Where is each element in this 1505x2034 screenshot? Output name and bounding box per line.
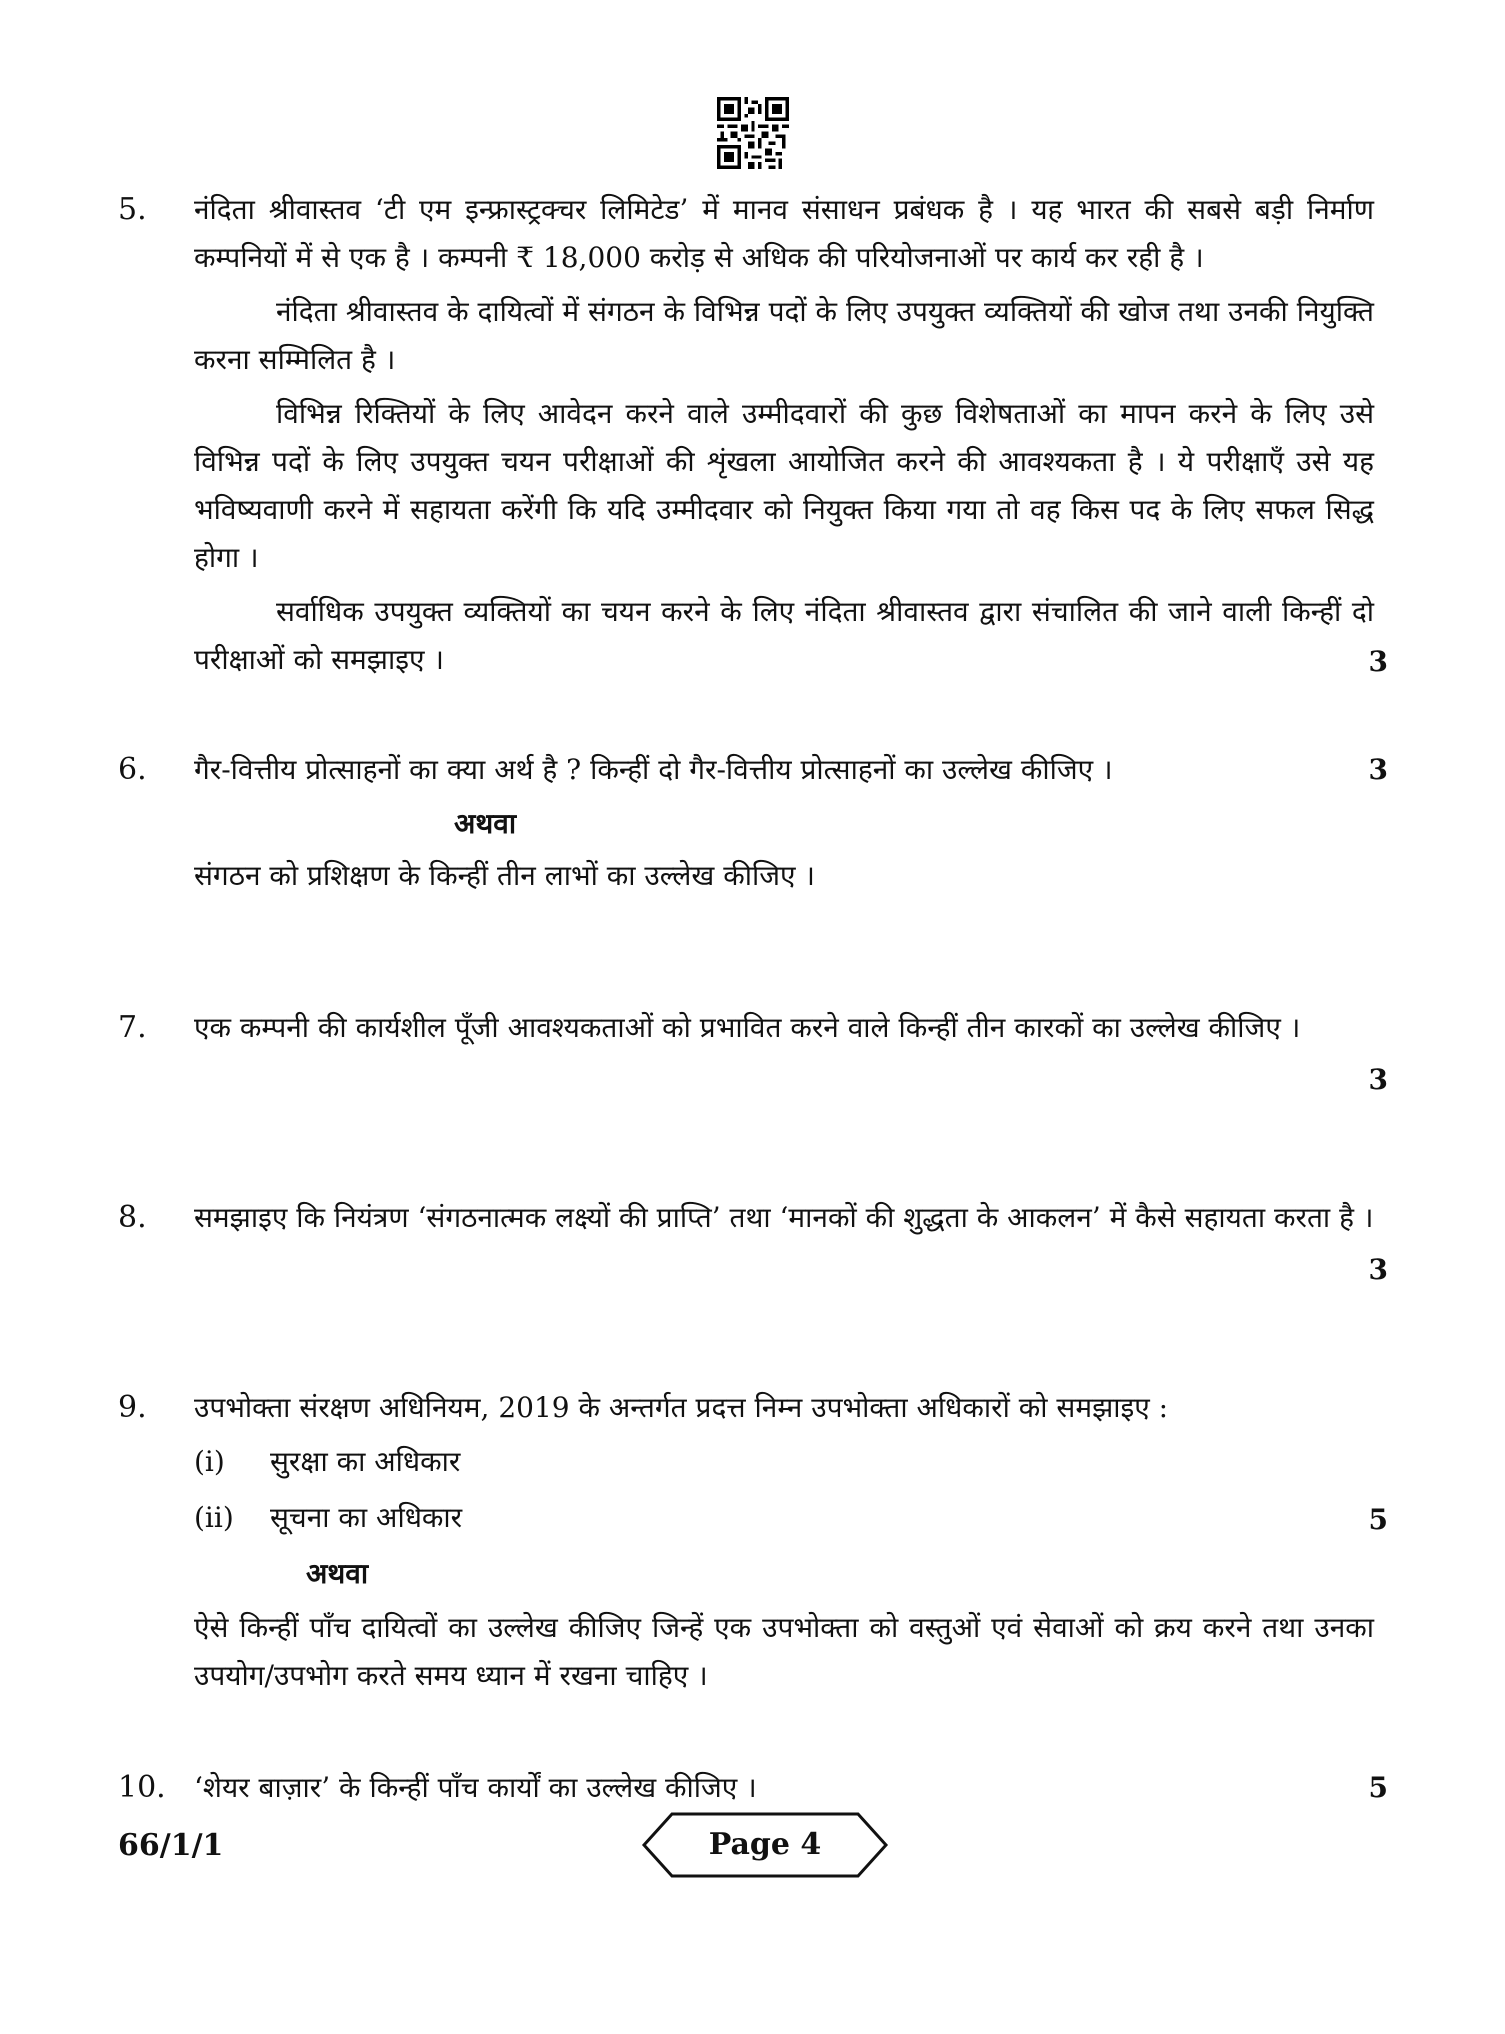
question-body xyxy=(194,186,1374,690)
question-9 xyxy=(118,1384,1388,1714)
question-8 xyxy=(118,1194,1388,1304)
question-7 xyxy=(118,1004,1388,1114)
question-number: 6. xyxy=(118,752,147,787)
question-number: 9. xyxy=(118,1390,147,1425)
question-paragraph: नंदिता श्रीवास्तव ‘टी एम इन्फ्रास्ट्रक्चर लिमिटेड’ में मानव संसाधन प्रबंधक है । यह भारत की सबसे बड़ी निर्माण कम्पनियों में से एक है । कम्पनी ₹ 18,000 करोड़ से अधिक की परियोजनाओं पर कार्य कर रही है । xyxy=(194,193,1374,274)
marks-label: 3 xyxy=(1368,645,1388,678)
question-number: 7. xyxy=(118,1010,147,1045)
question-text: ‘शेयर बाज़ार’ के किन्हीं पाँच कार्यों का उल्लेख कीजिए । xyxy=(194,1771,757,1804)
question-number: 5. xyxy=(118,192,147,227)
marks-label: 3 xyxy=(1368,1253,1388,1286)
question-number: 8. xyxy=(118,1200,147,1235)
question-body xyxy=(194,1004,1374,1058)
question-10 xyxy=(118,1764,1388,1814)
question-text: उपभोक्ता संरक्षण अधिनियम, 2019 के अन्तर्गत प्रदत्त निम्न उपभोक्ता अधिकारों को समझाइए : xyxy=(194,1391,1169,1424)
paper-code: 66/1/1 xyxy=(118,1828,224,1863)
question-body xyxy=(194,746,1374,906)
sub-question xyxy=(194,1438,1374,1494)
question-6 xyxy=(118,746,1388,926)
question-body xyxy=(194,1194,1374,1248)
question-paragraph: नंदिता श्रीवास्तव के दायित्वों में संगठन के विभिन्न पदों के लिए उपयुक्त व्यक्तियों की खोज तथा उनकी नियुक्ति करना सम्मिलित है । xyxy=(194,295,1374,376)
alternative-question: ऐसे किन्हीं पाँच दायित्वों का उल्लेख कीजिए जिन्हें एक उपभोक्ता को वस्तुओं एवं सेवाओं को क्रय करने तथा उनका उपयोग/उपभोग करते समय ध्यान में रखना चाहिए । xyxy=(194,1611,1374,1692)
alternative-question: संगठन को प्रशिक्षण के किन्हीं तीन लाभों का उल्लेख कीजिए । xyxy=(194,859,815,892)
sub-question-number: (ii) xyxy=(194,1501,234,1534)
sub-question-text: सूचना का अधिकार xyxy=(270,1501,463,1534)
question-text: गैर-वित्तीय प्रोत्साहनों का क्या अर्थ है ? किन्हीं दो गैर-वित्तीय प्रोत्साहनों का उल्लेख कीजिए । xyxy=(194,753,1113,786)
qr-code-icon xyxy=(717,97,789,169)
question-text: एक कम्पनी की कार्यशील पूँजी आवश्यकताओं को प्रभावित करने वाले किन्हीं तीन कारकों का उल्लेख कीजिए । xyxy=(194,1011,1301,1044)
question-text: समझाइए कि नियंत्रण ‘संगठनात्मक लक्ष्यों की प्राप्ति’ तथा ‘मानकों की शुद्धता के आकलन’ में कैसे सहायता करता है । xyxy=(194,1201,1374,1234)
sub-question-number: (i) xyxy=(194,1445,225,1478)
marks-label: 5 xyxy=(1368,1771,1388,1804)
page-number-label: Page 4 xyxy=(708,1827,822,1862)
marks-label: 3 xyxy=(1368,753,1388,786)
page-number-badge xyxy=(640,1810,890,1880)
question-paragraph: विभिन्न रिक्तियों के लिए आवेदन करने वाले उम्मीदवारों की कुछ विशेषताओं का मापन करने के लिए उसे विभिन्न पदों के लिए उपयुक्त चयन परीक्षाओं की शृंखला आयोजित करने की आवश्यकता है । ये परीक्षाएँ उसे यह भविष्यवाणी करने में सहायता करेंगी कि यदि उम्मीदवार को नियुक्त किया गया तो वह किस पद के लिए सफल सिद्ध होगा । xyxy=(194,397,1374,574)
marks-label: 3 xyxy=(1368,1063,1388,1096)
or-label: अथवा xyxy=(454,807,517,840)
question-paragraph: सर्वाधिक उपयुक्त व्यक्तियों का चयन करने के लिए नंदिता श्रीवास्तव द्वारा संचालित की जाने वाली किन्हीं दो परीक्षाओं को समझाइए । xyxy=(194,595,1374,676)
question-body xyxy=(194,1384,1374,1706)
marks-label: 5 xyxy=(1368,1503,1388,1536)
sub-question xyxy=(194,1494,1374,1550)
or-label: अथवा xyxy=(306,1557,369,1590)
question-5 xyxy=(118,186,1388,686)
question-number: 10. xyxy=(118,1770,166,1805)
sub-question-text: सुरक्षा का अधिकार xyxy=(270,1445,461,1478)
